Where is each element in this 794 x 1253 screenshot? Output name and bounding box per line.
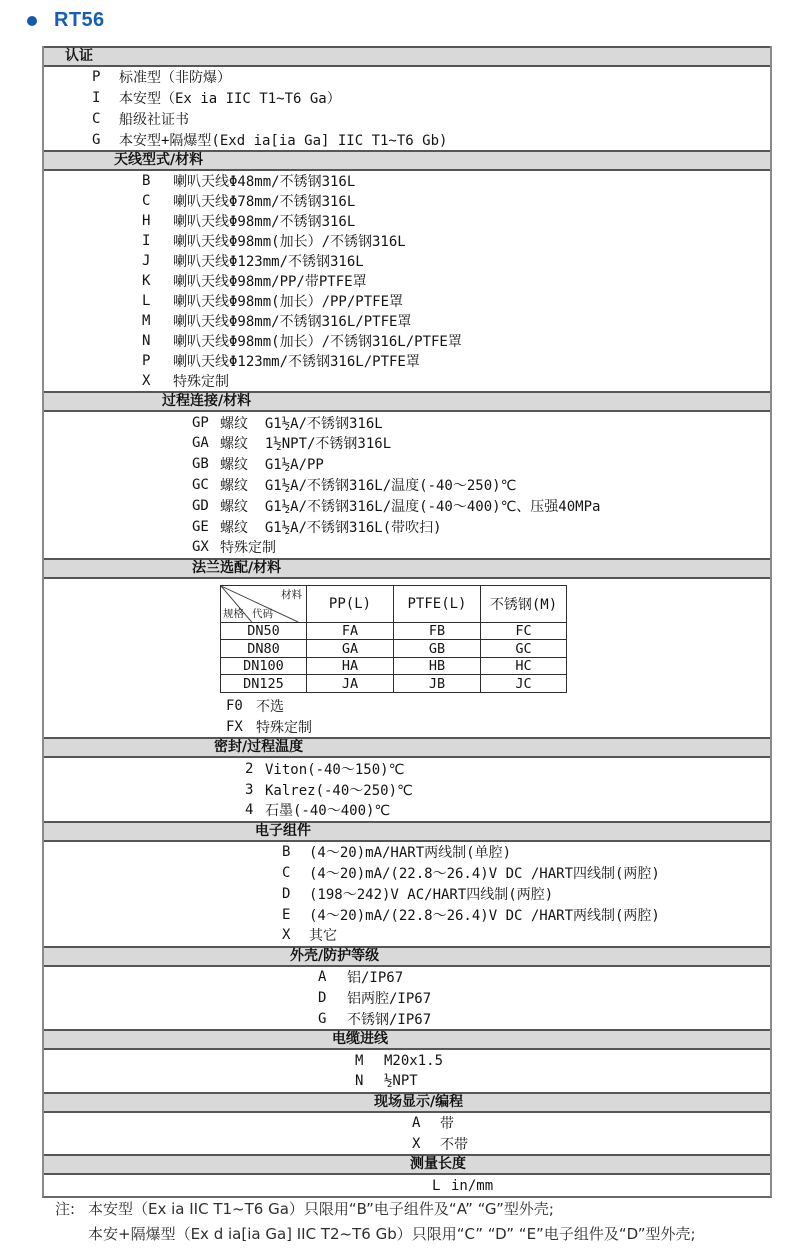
option-code: L [142,293,151,310]
option-code: L [432,1177,441,1194]
section-title: 电缆进线 [332,1031,388,1048]
flange-spec-cell: DN80 [221,640,307,658]
option-code: GA [192,435,209,452]
product-model: RT56 [54,9,105,31]
option-row-certification [44,109,770,130]
option-code: GC [192,476,209,493]
corner-label-code: 代码 [252,607,273,620]
flange-code-cell: JC [481,675,567,693]
option-desc: 喇叭天线Φ98mm(加长）/不锈钢316L/PTFE罩 [173,334,462,351]
option-desc: 铝两腔/IP67 [347,990,432,1007]
option-desc: in/mm [451,1177,494,1194]
option-row-antenna [44,271,770,291]
option-desc: 喇叭天线Φ98mm/不锈钢316L/PTFE罩 [173,314,412,331]
option-row-antenna [44,211,770,231]
option-code: GX [192,539,209,556]
flange-corner-cell [221,585,307,622]
flange-code-cell: HC [481,657,567,675]
option-code: X [412,1135,421,1152]
option-code: D [282,885,291,902]
option-desc: 带 [440,1116,454,1133]
option-row-electronics [44,842,770,863]
option-row-seal-temperature [44,800,770,821]
option-code: I [142,233,151,250]
option-code: GE [192,518,209,535]
section-header-flange [44,558,770,579]
flange-column-header: 不锈钢(M) [481,585,567,622]
flange-code-cell: FC [481,622,567,640]
option-code: F0 [226,698,243,715]
notes-label: 注: [55,1200,76,1218]
note-line: 本安+隔爆型（Ex d ia[ia Ga] IIC T2~T6 Gb）只限用“C” “D” “E”电子组件及“D”型外壳; [88,1225,696,1243]
option-code: M [355,1052,364,1069]
option-row-process-connection [44,495,770,516]
option-desc: 不锈钢/IP67 [347,1011,432,1028]
option-row-electronics [44,863,770,884]
option-desc: 喇叭天线Φ123mm/不锈钢316L [173,254,364,271]
option-desc: 不带 [440,1136,468,1153]
option-code: K [142,273,151,290]
option-desc: 喇叭天线Φ98mm(加长）/不锈钢316L [173,234,406,251]
flange-code-cell: GC [481,640,567,658]
flange-matrix [44,579,770,696]
option-row-antenna [44,191,770,211]
option-desc: 船级社证书 [119,111,189,128]
section-header-display-programming [44,1092,770,1113]
option-row-process-connection [44,433,770,454]
option-row-display-programming [44,1113,770,1134]
section-title: 密封/过程温度 [214,739,304,756]
section-title: 外壳/防护等级 [290,947,380,964]
option-desc: (4～20)mA/(22.8～26.4)V DC /HART两线制(两腔) [309,907,660,924]
option-row-antenna [44,251,770,271]
option-desc: (198～242)V AC/HART四线制(两腔) [309,886,554,903]
option-code: GB [192,456,209,473]
section-header-certification [44,46,770,67]
notes-lines [88,1197,696,1247]
option-desc: 特殊定制 [256,719,312,736]
option-code: M [142,313,151,330]
flange-spec-cell: DN50 [221,622,307,640]
flange-code-cell: JB [394,675,481,693]
option-row-process-connection [44,454,770,475]
option-code: H [142,213,151,230]
flange-code-cell: JA [307,675,394,693]
option-desc: 喇叭天线Φ123mm/不锈钢316L/PTFE罩 [173,354,420,371]
option-desc: 特殊定制 [173,374,229,391]
option-row-seal-temperature [44,758,770,779]
section-title: 现场显示/编程 [374,1093,464,1110]
option-row-housing-protection [44,1008,770,1029]
option-row-display-programming [44,1134,770,1155]
flange-row [221,657,567,675]
option-row-process-connection [44,537,770,558]
option-row-antenna [44,331,770,351]
flange-code-cell: HA [307,657,394,675]
option-code: B [142,173,151,190]
option-code: J [142,253,151,270]
option-code: N [355,1073,364,1090]
option-code: D [318,989,327,1006]
option-code: P [142,353,151,370]
flange-code-cell: FA [307,622,394,640]
flange-row [221,640,567,658]
option-row-certification [44,129,770,150]
option-desc: 铝/IP67 [347,970,404,987]
option-desc: 不选 [256,699,284,716]
option-desc: 喇叭天线Φ98mm/PP/带PTFE罩 [173,274,367,291]
flange-column-header: PP(L) [307,585,394,622]
option-code: X [282,927,291,944]
option-code: P [92,69,101,86]
corner-label-material: 材料 [281,588,302,601]
option-desc: 本安型（Ex ia IIC T1~T6 Ga） [119,91,341,108]
option-desc: 螺纹 1½NPT/不锈钢316L [220,436,392,453]
flange-code-cell: FB [394,622,481,640]
option-desc: (4～20)mA/(22.8～26.4)V DC /HART四线制(两腔) [309,865,660,882]
option-desc: 螺纹 G1½A/PP [220,457,324,474]
option-desc: 螺纹 G1½A/不锈钢316L/温度(-40～250)℃ [220,477,517,494]
bullet-icon [27,16,37,26]
flange-spec-cell: DN100 [221,657,307,675]
option-code: C [92,110,101,127]
flange-row [221,675,567,693]
option-desc: 喇叭天线Φ78mm/不锈钢316L [173,194,356,211]
option-code: GP [192,414,209,431]
option-row-electronics [44,883,770,904]
option-row-antenna [44,311,770,331]
section-title: 认证 [65,48,93,64]
flange-column-header: PTFE(L) [394,585,481,622]
option-row-electronics [44,925,770,946]
section-header-measuring-length [44,1154,770,1175]
option-code: G [92,131,101,148]
option-desc: (4～20)mA/HART两线制(单腔) [309,845,512,862]
notes [55,1197,696,1247]
option-code: N [142,333,151,350]
section-title: 测量长度 [410,1156,466,1173]
option-row-cable-entry [44,1071,770,1092]
option-row-process-connection [44,516,770,537]
option-code: I [92,90,101,107]
section-header-housing-protection [44,946,770,967]
section-header-process-connection [44,391,770,412]
note-line: 本安型（Ex ia IIC T1~T6 Ga）只限用“B”电子组件及“A” “G”型外壳; [88,1200,554,1218]
option-code: FX [226,718,243,735]
section-title: 天线型式/材料 [114,152,204,169]
option-code: A [318,969,327,986]
corner-label-spec: 规格 [223,607,244,620]
option-code: 3 [245,781,254,798]
option-row-flange [44,696,770,717]
option-code: G [318,1010,327,1027]
option-code: C [142,193,151,210]
product-heading [27,9,105,32]
option-row-cable-entry [44,1050,770,1071]
option-code: C [282,864,291,881]
option-code: GD [192,497,209,514]
option-code: A [412,1115,421,1132]
option-desc: 特殊定制 [220,540,276,557]
option-row-housing-protection [44,967,770,988]
option-desc: 喇叭天线Φ98mm(加长）/PP/PTFE罩 [173,294,404,311]
section-title: 电子组件 [255,822,311,839]
option-desc: 本安型+隔爆型(Exd ia[ia Ga] IIC T1~T6 Gb) [119,132,448,149]
option-row-housing-protection [44,988,770,1009]
option-code: 4 [245,802,254,819]
option-row-certification [44,67,770,88]
option-row-seal-temperature [44,779,770,800]
section-header-cable-entry [44,1029,770,1050]
option-desc: 螺纹 G1½A/不锈钢316L/温度(-40～400)℃、压强40MPa [220,498,601,515]
option-row-antenna [44,291,770,311]
flange-spec-cell: DN125 [221,675,307,693]
section-title: 过程连接/材料 [162,393,252,410]
option-row-certification [44,88,770,109]
section-header-electronics [44,821,770,842]
option-desc: ½NPT [384,1073,418,1090]
option-desc: 其它 [309,928,337,945]
option-code: B [282,844,291,861]
option-row-antenna [44,231,770,251]
option-code: X [142,373,151,390]
option-desc: 螺纹 G1½A/不锈钢316L(带吹扫) [220,519,442,536]
flange-code-cell: HB [394,657,481,675]
option-code: 2 [245,760,254,777]
option-desc: Viton(-40～150)℃ [265,761,405,778]
option-desc: M20x1.5 [384,1052,444,1069]
option-desc: 石墨(-40～400)℃ [265,803,391,820]
option-row-process-connection [44,475,770,496]
flange-code-cell: GA [307,640,394,658]
section-header-seal-temperature [44,737,770,758]
section-title: 法兰选配/材料 [192,559,282,576]
option-row-process-connection [44,412,770,433]
option-desc: 螺纹 G1½A/不锈钢316L [220,415,383,432]
option-desc: 喇叭天线Φ98mm/不锈钢316L [173,214,356,231]
option-row-measuring-length [44,1175,770,1196]
section-header-antenna [44,150,770,171]
option-code: E [282,906,291,923]
option-row-antenna [44,351,770,371]
option-desc: Kalrez(-40～250)℃ [265,782,413,799]
option-desc: 喇叭天线Φ48mm/不锈钢316L [173,174,356,191]
model-selection-table [42,46,772,1198]
option-row-electronics [44,904,770,925]
flange-table [220,585,567,693]
option-desc: 标准型（非防爆） [119,70,231,87]
flange-row [221,622,567,640]
option-row-antenna [44,371,770,391]
option-row-antenna [44,171,770,191]
option-row-flange [44,717,770,738]
flange-code-cell: GB [394,640,481,658]
flange-header-row [221,585,567,622]
